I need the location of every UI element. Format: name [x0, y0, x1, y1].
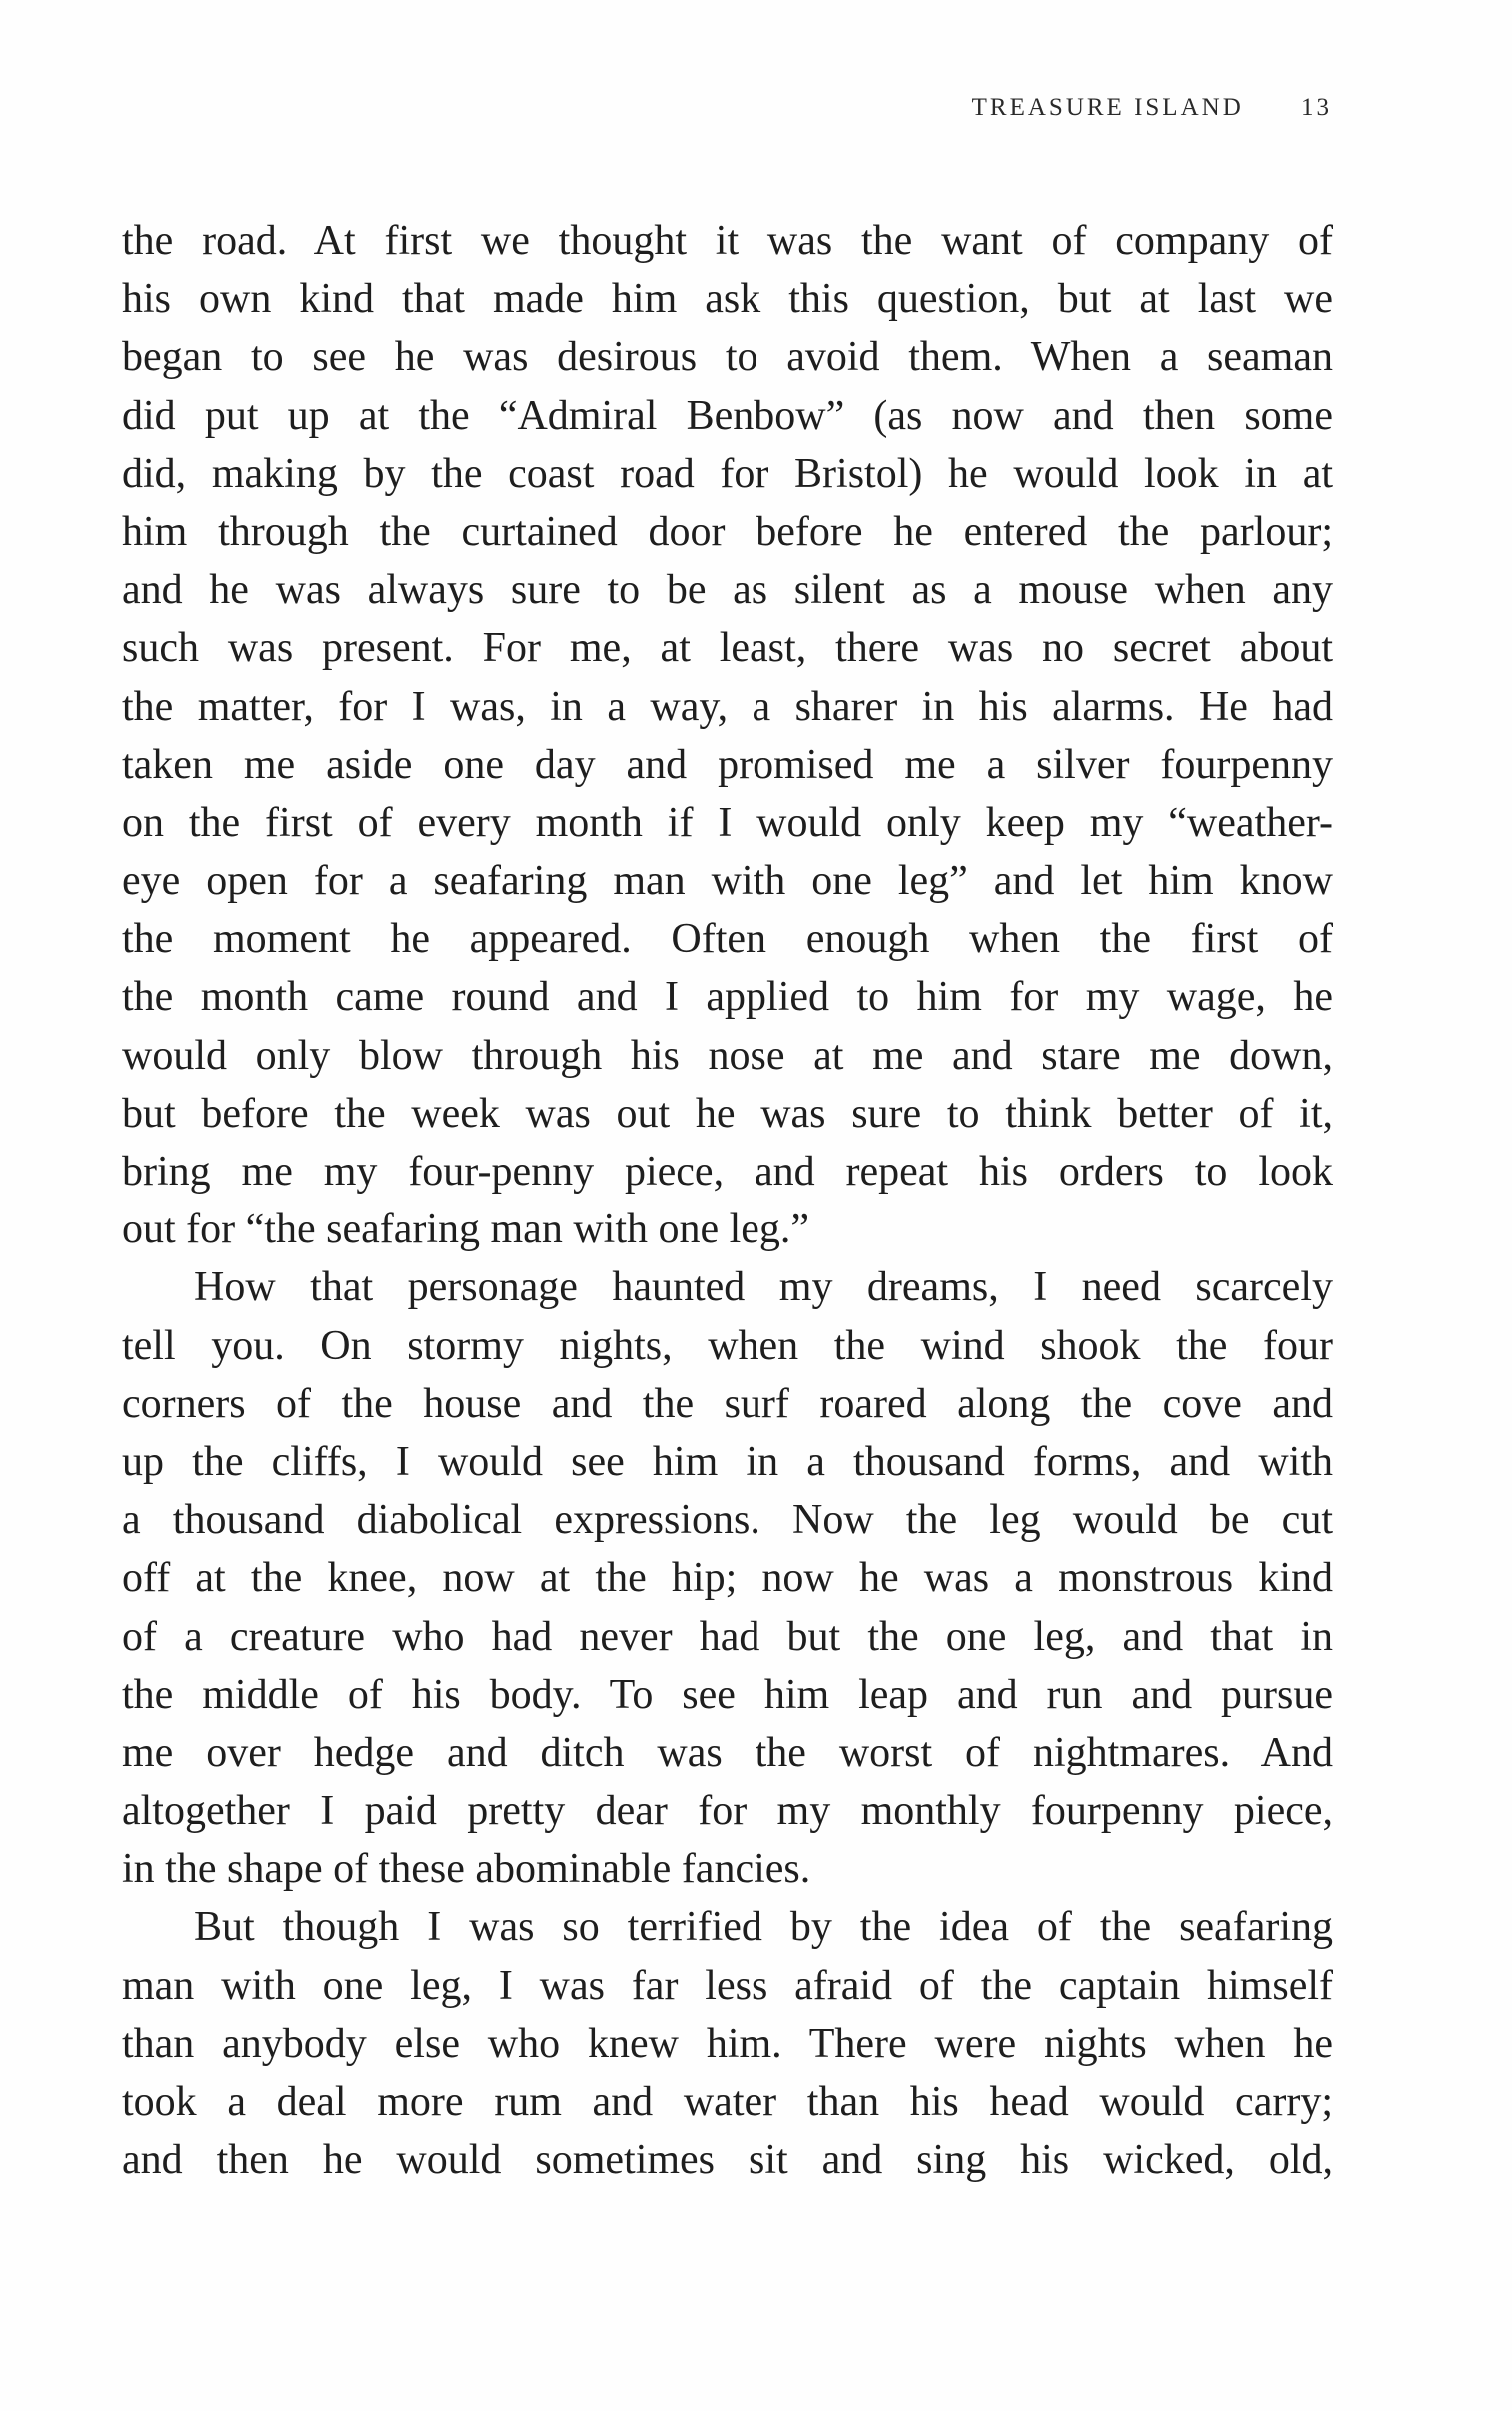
text-line: How that personage haunted my dreams, I need scarcely: [194, 1264, 1333, 1311]
text-line: the month came round and I applied to him for my wage, he: [122, 974, 1333, 1021]
text-line: man with one leg, I was far less afraid of the captain himself: [122, 1962, 1333, 2009]
text-line: took a deal more rum and water than his head would carry;: [122, 2079, 1333, 2125]
text-line: the middle of his body. To see him leap and run and pursue: [122, 1671, 1333, 1718]
text-line: out for “the seafaring man with one leg.”: [122, 1206, 810, 1253]
text-line: altogether I paid pretty dear for my monthly fourpenny piece,: [122, 1788, 1333, 1835]
text-line: the moment he appeared. Often enough when the first of: [122, 916, 1333, 963]
body-text: [122, 212, 1333, 2189]
text-line: eye open for a seafaring man with one leg” and let him know: [122, 858, 1333, 905]
text-line: his own kind that made him ask this question, but at last we: [122, 276, 1333, 323]
text-line: began to see he was desirous to avoid them. When a seaman: [122, 334, 1333, 381]
text-line: the road. At first we thought it was the want of company of: [122, 218, 1333, 264]
running-title: TREASURE ISLAND: [971, 94, 1244, 121]
text-line: and he was always sure to be as silent as a mouse when any: [122, 567, 1333, 614]
text-line: him through the curtained door before he entered the parlour;: [122, 508, 1333, 555]
text-line: of a creature who had never had but the one leg, and that in: [122, 1613, 1333, 1660]
text-line: off at the knee, now at the hip; now he was a monstrous kind: [122, 1555, 1333, 1602]
text-line: But though I was so terrified by the idea of the seafaring: [194, 1904, 1333, 1951]
text-line: than anybody else who knew him. There were nights when he: [122, 2020, 1333, 2067]
text-line: a thousand diabolical expressions. Now the leg would be cut: [122, 1497, 1333, 1544]
text-line: corners of the house and the surf roared along the cove and: [122, 1380, 1333, 1427]
text-line: on the first of every month if I would only keep my “weather-: [122, 799, 1333, 846]
text-line: the matter, for I was, in a way, a sharer in his alarms. He had: [122, 683, 1333, 730]
text-line: did put up at the “Admiral Benbow” (as now and then some: [122, 392, 1333, 439]
text-line: and then he would sometimes sit and sing his wicked, old,: [122, 2137, 1333, 2184]
text-line: but before the week was out he was sure to think better of it,: [122, 1090, 1333, 1137]
text-line: tell you. On stormy nights, when the wind shook the four: [122, 1322, 1333, 1369]
page-number: 13: [1301, 94, 1332, 121]
text-line: would only blow through his nose at me and stare me down,: [122, 1032, 1333, 1079]
text-line: bring me my four-penny piece, and repeat his orders to look: [122, 1149, 1333, 1195]
text-line: taken me aside one day and promised me a silver fourpenny: [122, 741, 1333, 788]
text-line: did, making by the coast road for Bristol) he would look in at: [122, 450, 1333, 497]
text-line: up the cliffs, I would see him in a thousand forms, and with: [122, 1438, 1333, 1485]
text-line: such was present. For me, at least, there was no secret about: [122, 625, 1333, 672]
text-line: me over hedge and ditch was the worst of nightmares. And: [122, 1729, 1333, 1776]
running-head: [972, 94, 1332, 122]
text-line: in the shape of these abominable fancies.: [122, 1846, 811, 1893]
